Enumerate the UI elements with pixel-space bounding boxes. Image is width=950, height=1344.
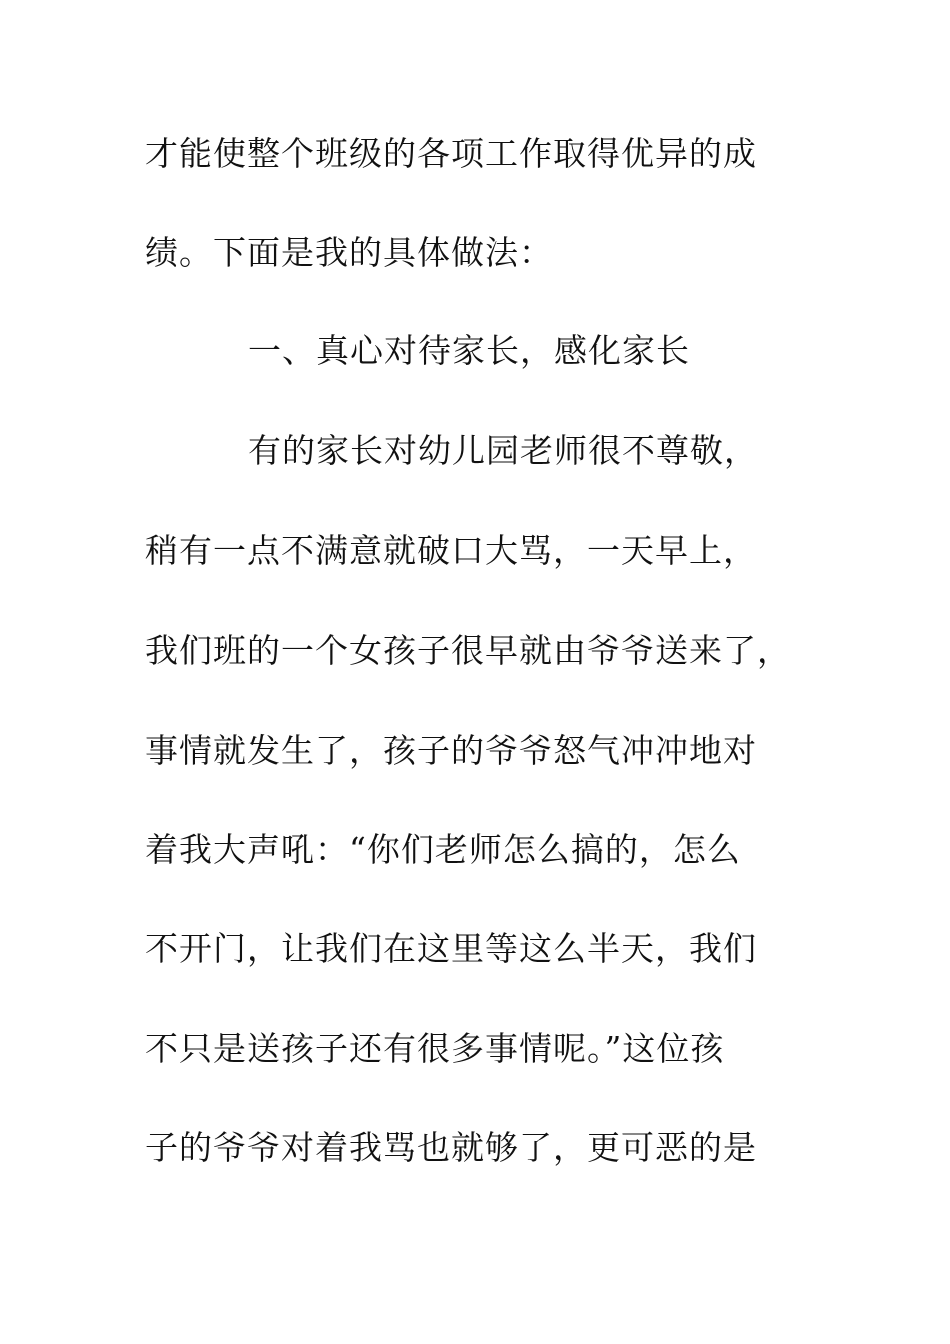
paragraph-line-10: 子的爷爷对着我骂也就够了，更可恶的是 bbox=[145, 1128, 757, 1167]
paragraph-line-2: 绩。下面是我的具体做法： bbox=[145, 233, 553, 272]
paragraph-line-3: 有的家长对幼儿园老师很不尊敬， bbox=[248, 431, 758, 470]
paragraph-line-1: 才能使整个班级的各项工作取得优异的成 bbox=[145, 134, 757, 173]
paragraph-line-8: 不开门，让我们在这里等这么半天，我们 bbox=[145, 929, 757, 968]
paragraph-line-5: 我们班的一个女孩子很早就由爷爷送来了， bbox=[145, 631, 791, 670]
paragraph-line-4: 稍有一点不满意就破口大骂，一天早上， bbox=[145, 531, 757, 570]
paragraph-line-6: 事情就发生了，孩子的爷爷怒气冲冲地对 bbox=[145, 731, 757, 770]
section-heading: 一、真心对待家长，感化家长 bbox=[248, 331, 690, 370]
paragraph-line-7: 着我大声吼：“你们老师怎么搞的，怎么 bbox=[145, 830, 741, 869]
paragraph-line-9: 不只是送孩子还有很多事情呢。”这位孩 bbox=[145, 1029, 725, 1068]
